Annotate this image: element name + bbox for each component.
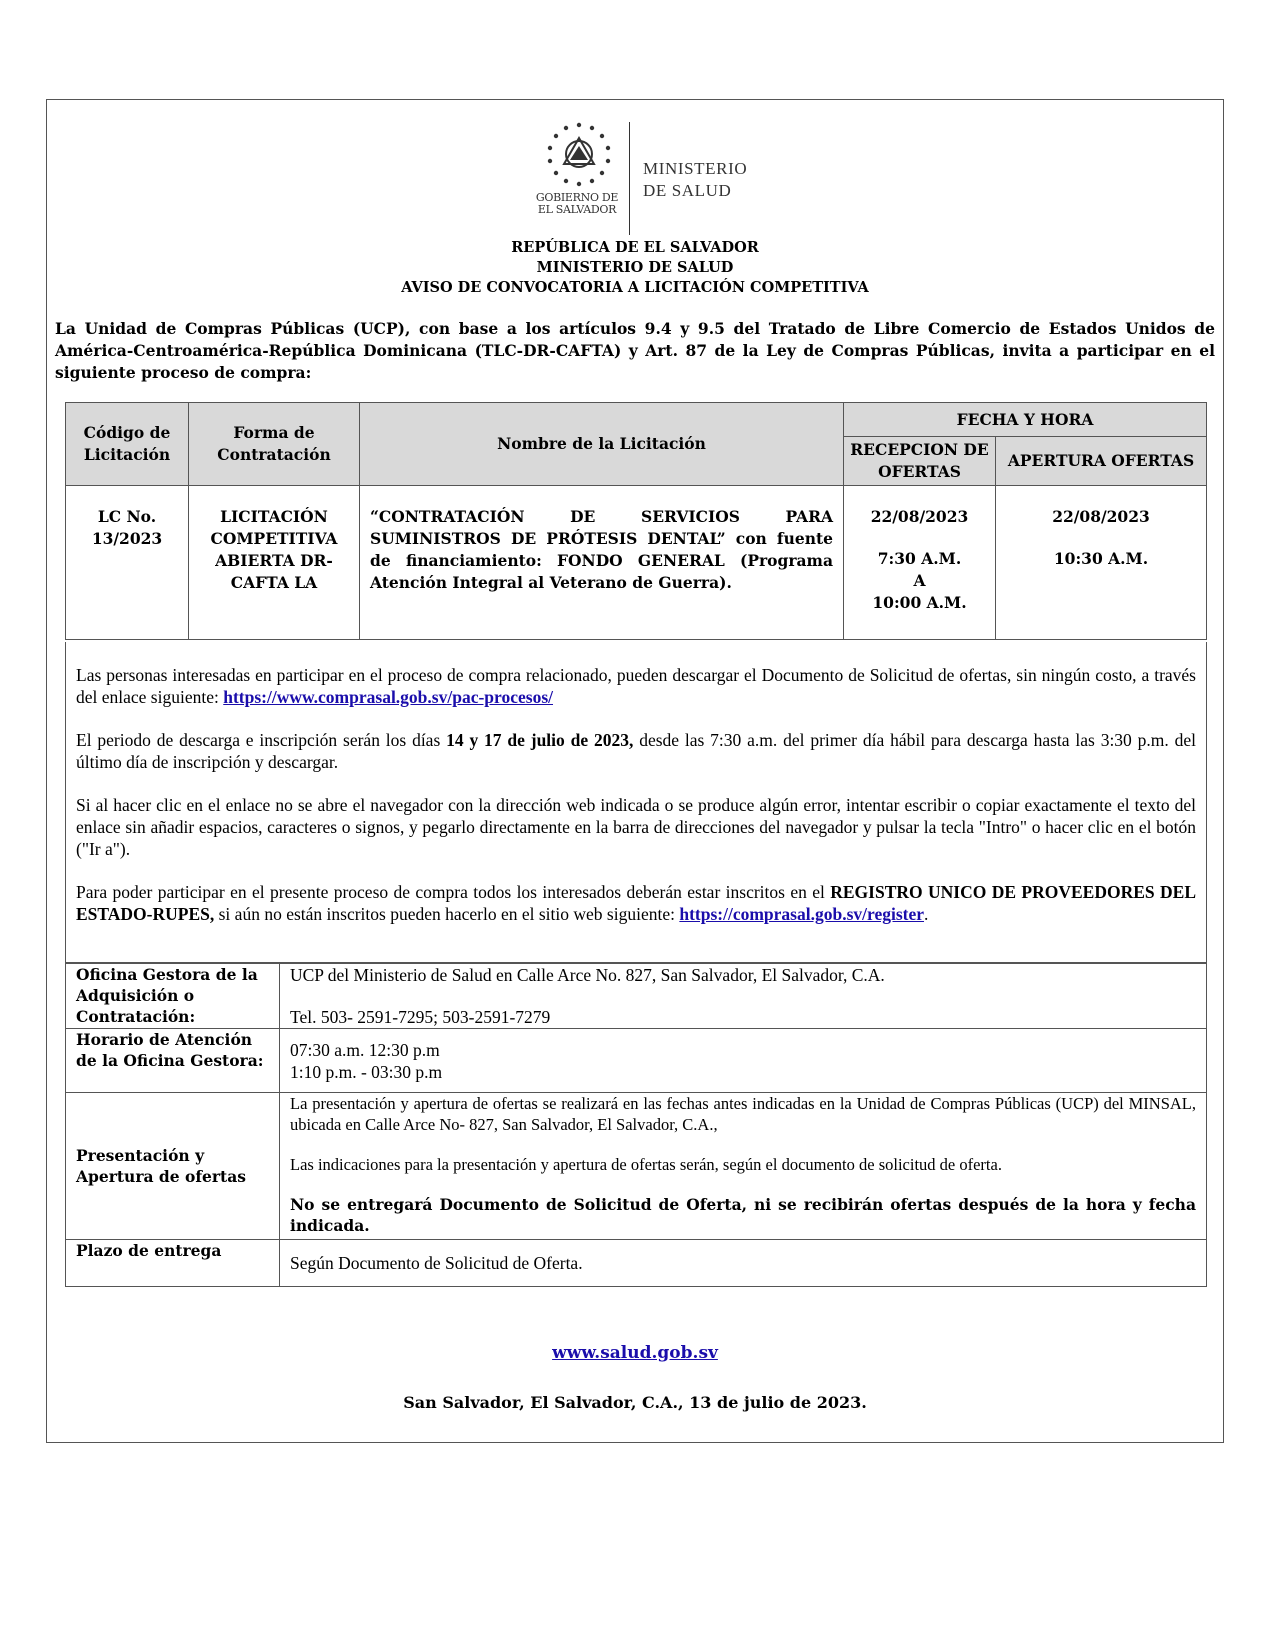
apertura-fecha: 22/08/2023 <box>1052 507 1150 526</box>
apertura-hora: 10:30 A.M. <box>1053 549 1149 568</box>
header-nombre: Nombre de la Licitación <box>360 403 844 486</box>
cell-codigo: LC No. 13/2023 <box>66 486 189 640</box>
heading-ministerio: MINISTERIO DE SALUD <box>536 259 734 276</box>
website-footer <box>47 1343 1223 1363</box>
tender-table <box>65 402 1207 640</box>
intro-paragraph: La Unidad de Compras Públicas (UCP), con base a los artículos 9.4 y 9.5 del Tratado de Libre Comercio de Estados Unidos de América-Centroamérica-República Dominicana (TLC-DR-CAFTA) y Art. 87 de la Ley de Compras Públicas, invita a participar en el siguiente proceso de compra: <box>55 319 1215 382</box>
recepcion-hora-fin: 10:00 A.M. <box>872 593 967 612</box>
row-horario <box>66 1029 1207 1093</box>
presentacion-advertencia: No se entregará Documento de Solicitud de Oferta, ni se recibirán ofertas después de la hora y fecha indicada. <box>290 1195 1196 1235</box>
notice-download: Las personas interesadas en participar en el proceso de compra relacionado, pueden descargar el Documento de Solicitud de ofertas, sin ningún costo, a través del enlace siguiente: https://www.comprasal.gob.sv/pac-procesos/ <box>76 665 1196 707</box>
cell-apertura <box>996 486 1207 640</box>
cell-nombre: “CONTRATACIÓN DE SERVICIOS PARA SUMINISTROS DE PRÓTESIS DENTAL” con fuente de financiamiento: FONDO GENERAL (Programa Atención Integral al Veterano de Guerra). <box>360 486 844 640</box>
heading-republica: REPÚBLICA DE EL SALVADOR <box>511 239 759 256</box>
logo-divider <box>629 122 630 235</box>
presentacion-lugar: La presentación y apertura de ofertas se realizará en las fechas antes indicadas en la Unidad de Compras Públicas (UCP) del MINSAL, ubicada en Calle Arce No- 827, San Salvador, El Salvador, C.A., <box>290 1094 1196 1134</box>
value-presentacion <box>280 1093 1207 1240</box>
label-presentacion: Presentación y Apertura de ofertas <box>66 1093 280 1240</box>
national-seal-icon <box>534 120 624 200</box>
value-horario <box>280 1029 1207 1093</box>
label-plazo: Plazo de entrega <box>66 1240 280 1287</box>
label-horario: Horario de Atención de la Oficina Gestora: <box>66 1029 280 1093</box>
ministerio-text: MINISTERIO DE SALUD <box>643 159 748 200</box>
comprasal-procesos-link[interactable]: https://www.comprasal.gob.sv/pac-procesos/ <box>223 687 553 707</box>
presentacion-indicaciones: Las indicaciones para la presentación y apertura de ofertas serán, según el documento de solicitud de oferta. <box>290 1155 1002 1174</box>
salud-website-link[interactable]: www.salud.gob.sv <box>552 1343 718 1363</box>
cell-forma: LICITACIÓN COMPETITIVA ABIERTA DR-CAFTA LA <box>189 486 360 640</box>
city-date: San Salvador, El Salvador, C.A., 13 de julio de 2023. <box>403 1393 867 1412</box>
document-frame <box>46 99 1224 1443</box>
header-codigo: Código de Licitación <box>66 403 189 486</box>
heading-aviso: AVISO DE CONVOCATORIA A LICITACIÓN COMPETITIVA <box>401 279 869 296</box>
value-oficina <box>280 964 1207 1029</box>
row-oficina <box>66 964 1207 1029</box>
info-table <box>65 963 1207 1287</box>
header-forma: Forma de Contratación <box>189 403 360 486</box>
notice-period: El periodo de descarga e inscripción serán los días 14 y 17 de julio de 2023, desde las 7:30 a.m. del primer día hábil para descarga hasta las 3:30 p.m. del último día de inscripción y descargar. <box>76 730 1196 772</box>
oficina-address: UCP del Ministerio de Salud en Calle Arce No. 827, San Salvador, El Salvador, C.A. <box>290 965 885 985</box>
recepcion-fecha: 22/08/2023 <box>870 507 969 526</box>
recepcion-hora-inicio: 7:30 A.M. <box>877 549 962 568</box>
row-plazo <box>66 1240 1207 1287</box>
gobierno-text: GOBIERNO DE EL SALVADOR <box>535 191 619 216</box>
ministry-logo <box>47 110 1223 235</box>
recepcion-a: A <box>913 571 926 590</box>
notice-registro: Para poder participar en el presente proceso de compra todos los interesados deberán estar inscritos en el REGISTRO UNICO DE PROVEEDORES DEL ESTADO-RUPES, si aún no están inscritos pueden hacerlo en el sitio web siguiente: https://comprasal.gob.sv/register. <box>76 882 1197 924</box>
cell-recepcion <box>844 486 996 640</box>
notice-box <box>65 642 1207 963</box>
oficina-phone: Tel. 503- 2591-7295; 503-2591-7279 <box>290 1007 551 1027</box>
document-headings <box>47 238 1223 298</box>
row-presentacion <box>66 1093 1207 1240</box>
table-row <box>66 486 1207 640</box>
header-recepcion: RECEPCION DE OFERTAS <box>844 437 996 486</box>
header-apertura: APERTURA OFERTAS <box>996 437 1207 486</box>
horario-morning: 07:30 a.m. 12:30 p.m <box>290 1040 440 1060</box>
header-fecha-hora: FECHA Y HORA <box>844 403 1207 437</box>
value-plazo: Según Documento de Solicitud de Oferta. <box>280 1240 1207 1287</box>
notice-link-help: Si al hacer clic en el enlace no se abre el navegador con la dirección web indicada o se produce algún error, intentar escribir o copiar exactamente el texto del enlace sin añadir espacios, caracteres o signos, y pegarlo directamente en la barra de direcciones del navegador y pulsar la tecla "Intro" o hacer clic en el botón ("Ir a"). <box>76 795 1196 859</box>
comprasal-register-link[interactable]: https://comprasal.gob.sv/register <box>679 904 925 924</box>
label-oficina: Oficina Gestora de la Adquisición o Contratación: <box>66 964 280 1029</box>
horario-afternoon: 1:10 p.m. - 03:30 p.m <box>290 1062 443 1082</box>
